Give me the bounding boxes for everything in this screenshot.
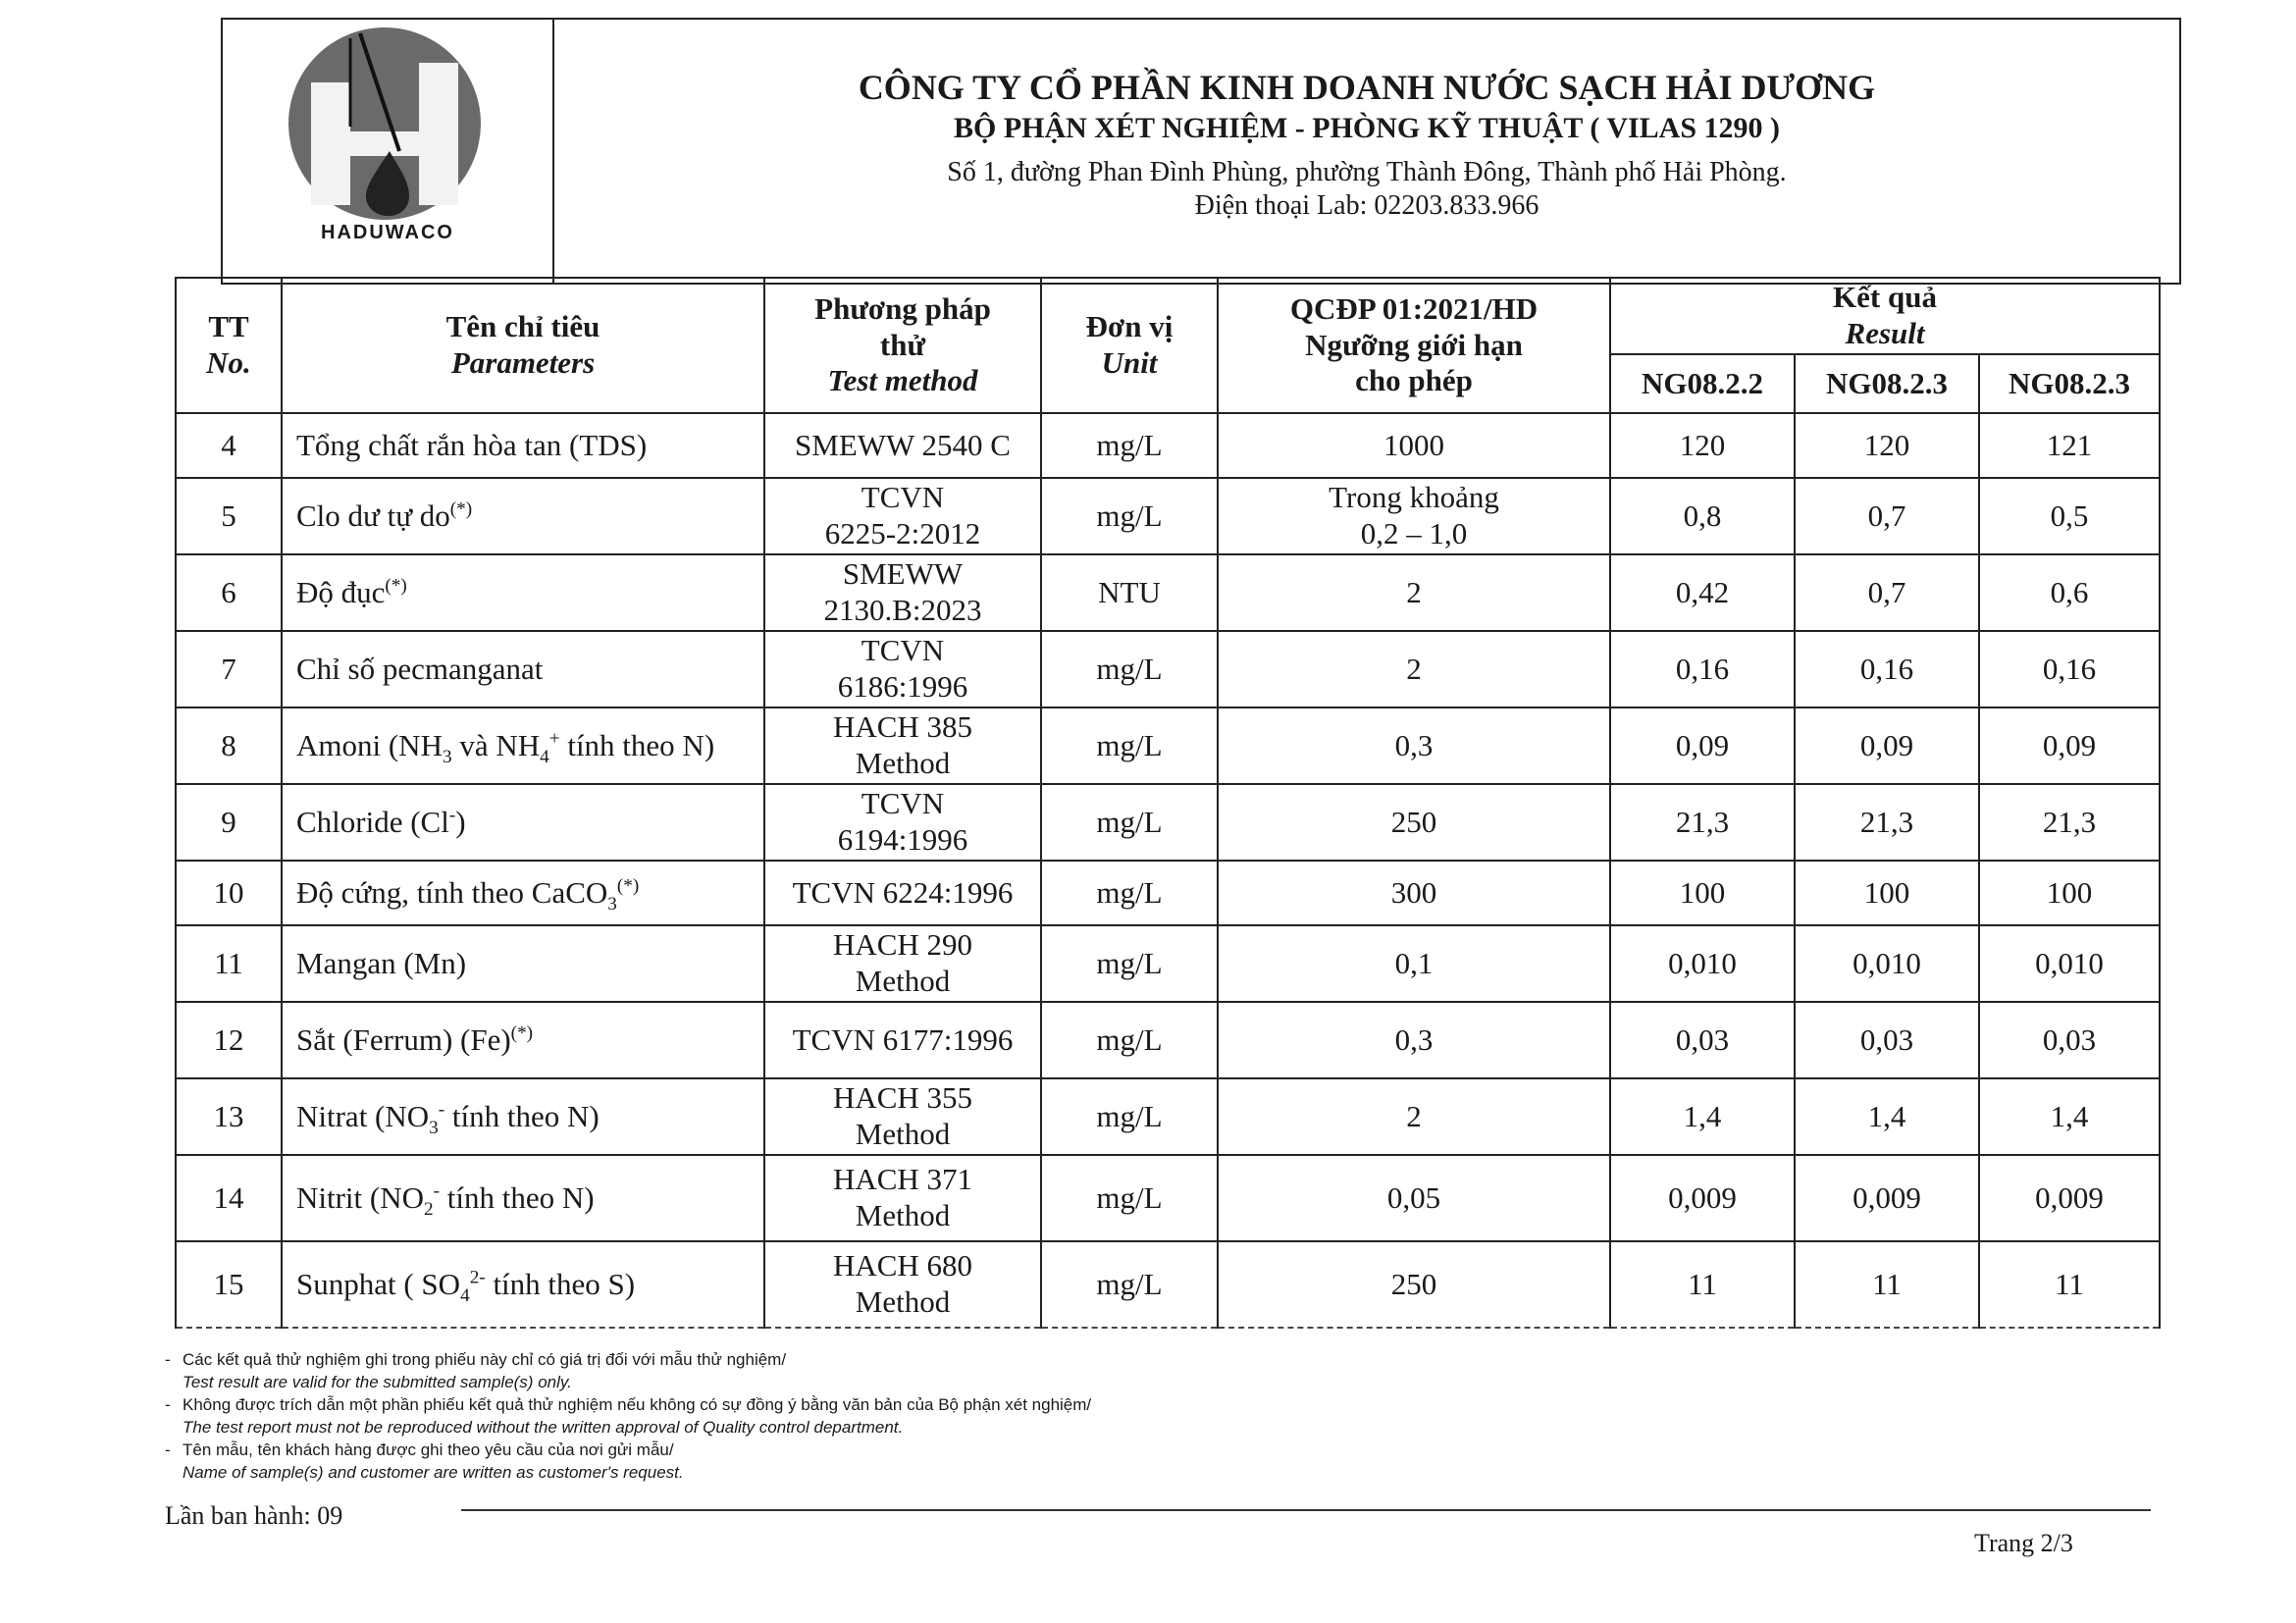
row-method <box>764 861 1041 925</box>
col-header-method-vi-1: Phương pháp <box>814 291 991 327</box>
col-header-parameter <box>282 278 764 413</box>
row-method-line: HACH 680 <box>832 1248 973 1283</box>
row-limit <box>1218 478 1610 554</box>
row-method-line: SMEWW 2540 C <box>795 427 1011 462</box>
row-result-1: 11 <box>1610 1241 1795 1328</box>
row-limit: 2 <box>1218 554 1610 631</box>
row-result-3: 21,3 <box>1979 784 2160 861</box>
row-result-3: 0,6 <box>1979 554 2160 631</box>
row-limit-line: 0,2 – 1,0 <box>1360 516 1468 550</box>
row-method-line: TCVN <box>861 633 945 668</box>
footnote-vi: Không được trích dẫn một phần phiếu kết quả thử nghiệm nếu không có sự đồng ý bằng văn bản của Bộ phận xét nghiệm/ <box>183 1395 1092 1414</box>
row-parameter-superscript: 2- <box>469 1267 486 1288</box>
footnote-dash: - <box>165 1395 171 1414</box>
table-row <box>176 1155 2160 1241</box>
row-method <box>764 784 1041 861</box>
row-method <box>764 478 1041 554</box>
row-no: 11 <box>176 925 282 1002</box>
row-result-2: 0,16 <box>1795 631 1979 707</box>
footnote-dash: - <box>165 1440 171 1459</box>
row-method <box>764 554 1041 631</box>
row-method-line: SMEWW <box>842 556 964 592</box>
page-number: Trang 2/3 <box>1974 1529 2073 1557</box>
row-result-3: 11 <box>1979 1241 2160 1328</box>
edition-number: Lần ban hành: 09 <box>165 1501 343 1530</box>
department-name: BỘ PHẬN XÉT NGHIỆM - PHÒNG KỸ THUẬT ( VILAS 1290 ) <box>953 112 1781 144</box>
row-unit: mg/L <box>1041 631 1218 707</box>
row-method-line: 6225-2:2012 <box>824 516 981 550</box>
row-result-1: 1,4 <box>1610 1078 1795 1155</box>
row-limit: 0,05 <box>1218 1155 1610 1241</box>
header-row <box>176 278 2160 354</box>
row-no: 10 <box>176 861 282 925</box>
row-result-3: 0,16 <box>1979 631 2160 707</box>
row-unit: mg/L <box>1041 413 1218 478</box>
row-limit-line: Trong khoảng <box>1329 480 1499 515</box>
row-result-3: 100 <box>1979 861 2160 925</box>
row-parameter-superscript: - <box>438 1099 445 1121</box>
row-unit: mg/L <box>1041 1155 1218 1241</box>
row-method-line: TCVN 6177:1996 <box>792 1021 1014 1057</box>
row-unit: mg/L <box>1041 1078 1218 1155</box>
row-parameter-text: Nitrit (NO <box>296 1179 425 1215</box>
row-unit: mg/L <box>1041 1241 1218 1328</box>
col-header-sample-2: NG08.2.3 <box>1795 354 1979 413</box>
row-limit: 1000 <box>1218 413 1610 478</box>
row-unit: mg/L <box>1041 925 1218 1002</box>
footnote-item <box>165 1393 1833 1416</box>
col-header-limit <box>1218 278 1610 413</box>
row-parameter-text: tính theo N) <box>444 1098 600 1133</box>
row-result-2: 1,4 <box>1795 1078 1979 1155</box>
row-limit: 2 <box>1218 631 1610 707</box>
row-parameter <box>282 861 764 925</box>
company-info <box>554 20 2179 222</box>
row-method <box>764 1241 1041 1328</box>
row-parameter-text: Độ cứng, tính theo CaCO <box>296 874 608 910</box>
row-parameter <box>282 1241 764 1328</box>
row-method <box>764 1002 1041 1078</box>
row-unit: mg/L <box>1041 1002 1218 1078</box>
col-header-result-vi: Kết quả <box>1833 280 1937 315</box>
row-result-2: 0,009 <box>1795 1155 1979 1241</box>
row-parameter-note: (*) <box>510 1022 534 1044</box>
footnotes <box>165 1348 1833 1484</box>
row-parameter-text: tính theo S) <box>485 1266 636 1301</box>
footnote-en: Name of sample(s) and customer are written as customer's request. <box>183 1463 684 1482</box>
row-result-2: 11 <box>1795 1241 1979 1328</box>
row-result-3: 0,03 <box>1979 1002 2160 1078</box>
row-result-3: 121 <box>1979 413 2160 478</box>
row-parameter-text: Sunphat ( SO <box>296 1266 461 1301</box>
row-parameter-note: (*) <box>385 575 407 597</box>
row-parameter: Mangan (Mn) <box>282 925 764 1002</box>
footnote-item <box>165 1348 1833 1371</box>
row-method-line: HACH 385 <box>832 709 973 745</box>
company-address: Số 1, đường Phan Đình Phùng, phường Thành Đông, Thành phố Hải Phòng. <box>947 157 1787 187</box>
col-header-limit-3: cho phép <box>1355 363 1473 398</box>
row-result-2: 0,03 <box>1795 1002 1979 1078</box>
company-logo-icon <box>252 24 517 225</box>
row-method-line: Method <box>855 1117 951 1151</box>
footnote-dash: - <box>165 1350 171 1369</box>
row-method-line: Method <box>855 964 951 998</box>
row-parameter: Chỉ số pecmanganat <box>282 631 764 707</box>
row-no: 4 <box>176 413 282 478</box>
row-method-line: HACH 371 <box>832 1162 973 1197</box>
row-unit: mg/L <box>1041 784 1218 861</box>
footnote-vi: Tên mẫu, tên khách hàng được ghi theo yêu cầu của nơi gửi mẫu/ <box>183 1440 674 1459</box>
row-result-2: 120 <box>1795 413 1979 478</box>
col-header-no-en: No. <box>206 345 251 380</box>
table-row <box>176 413 2160 478</box>
row-unit: mg/L <box>1041 478 1218 554</box>
row-limit: 300 <box>1218 861 1610 925</box>
row-no: 13 <box>176 1078 282 1155</box>
row-method <box>764 1155 1041 1241</box>
row-result-1: 0,009 <box>1610 1155 1795 1241</box>
row-result-1: 0,010 <box>1610 925 1795 1002</box>
col-header-method-en: Test method <box>827 363 978 398</box>
row-parameter <box>282 478 764 554</box>
row-no: 12 <box>176 1002 282 1078</box>
row-result-1: 0,03 <box>1610 1002 1795 1078</box>
col-header-result <box>1610 278 2160 354</box>
row-result-1: 0,42 <box>1610 554 1795 631</box>
row-limit: 250 <box>1218 784 1610 861</box>
row-no: 6 <box>176 554 282 631</box>
row-method-line: 2130.B:2023 <box>823 593 982 627</box>
logo-cell <box>223 20 554 283</box>
logo-text: HADUWACO <box>321 222 454 243</box>
row-result-2: 100 <box>1795 861 1979 925</box>
row-method <box>764 631 1041 707</box>
row-method <box>764 707 1041 784</box>
table-row <box>176 631 2160 707</box>
table-row <box>176 707 2160 784</box>
col-header-unit-en: Unit <box>1101 345 1158 380</box>
row-parameter-superscript: - <box>448 805 456 826</box>
row-limit: 2 <box>1218 1078 1610 1155</box>
row-method-line: Method <box>855 1284 951 1319</box>
row-parameter-text: ) <box>455 804 466 839</box>
row-result-1: 0,8 <box>1610 478 1795 554</box>
col-header-method-vi-2: thử <box>879 327 926 362</box>
row-result-1: 120 <box>1610 413 1795 478</box>
row-unit: mg/L <box>1041 707 1218 784</box>
row-parameter <box>282 1155 764 1241</box>
col-header-result-en: Result <box>1845 316 1925 350</box>
row-parameter-note: (*) <box>449 498 473 520</box>
row-result-2: 0,010 <box>1795 925 1979 1002</box>
footnote-vi: Các kết quả thử nghiệm ghi trong phiếu này chỉ có giá trị đối với mẫu thử nghiệm/ <box>183 1350 787 1369</box>
row-unit: mg/L <box>1041 861 1218 925</box>
row-parameter-text: và NH <box>451 727 541 762</box>
col-header-no <box>176 278 282 413</box>
row-parameter-subscript: 3 <box>429 1117 439 1138</box>
row-parameter-superscript: + <box>548 728 560 750</box>
row-no: 7 <box>176 631 282 707</box>
table-row <box>176 1078 2160 1155</box>
col-header-unit-vi: Đơn vị <box>1085 309 1174 344</box>
row-parameter <box>282 784 764 861</box>
row-result-2: 0,7 <box>1795 478 1979 554</box>
row-parameter <box>282 707 764 784</box>
row-result-1: 0,09 <box>1610 707 1795 784</box>
col-header-unit <box>1041 278 1218 413</box>
results-table <box>175 277 2161 1329</box>
col-header-method <box>764 278 1041 413</box>
table-row <box>176 1241 2160 1328</box>
table-row <box>176 554 2160 631</box>
row-method <box>764 1078 1041 1155</box>
row-parameter-text: tính theo N) <box>559 727 715 762</box>
table-row <box>176 478 2160 554</box>
col-header-sample-3: NG08.2.3 <box>1979 354 2160 413</box>
col-header-no-vi: TT <box>208 309 249 344</box>
row-no: 8 <box>176 707 282 784</box>
row-method-line: 6194:1996 <box>837 822 968 857</box>
footnote-en: The test report must not be reproduced without the written approval of Quality control department. <box>183 1418 904 1437</box>
row-method-line: Method <box>855 746 951 780</box>
row-parameter-text: tính theo N) <box>440 1179 595 1215</box>
row-parameter-text: Clo dư tự do <box>296 497 450 533</box>
row-method-line: Method <box>855 1198 951 1232</box>
footnote-item <box>165 1439 1833 1461</box>
row-result-3: 0,5 <box>1979 478 2160 554</box>
row-limit: 0,3 <box>1218 707 1610 784</box>
row-result-1: 100 <box>1610 861 1795 925</box>
row-parameter-superscript: - <box>433 1180 441 1202</box>
table-row <box>176 784 2160 861</box>
row-limit: 250 <box>1218 1241 1610 1328</box>
row-parameter-text: Amoni (NH <box>296 727 443 762</box>
table-row <box>176 861 2160 925</box>
row-result-3: 0,010 <box>1979 925 2160 1002</box>
table-row <box>176 1002 2160 1078</box>
row-method-line: TCVN 6224:1996 <box>792 874 1014 910</box>
col-header-limit-2: Ngưỡng giới hạn <box>1305 327 1523 362</box>
row-parameter-subscript: 3 <box>442 747 452 768</box>
row-result-2: 21,3 <box>1795 784 1979 861</box>
row-parameter-subscript: 2 <box>424 1198 434 1220</box>
row-result-1: 0,16 <box>1610 631 1795 707</box>
row-result-2: 0,09 <box>1795 707 1979 784</box>
row-method-line: HACH 355 <box>832 1080 973 1116</box>
row-parameter: Tổng chất rắn hòa tan (TDS) <box>282 413 764 478</box>
col-header-parameter-vi: Tên chỉ tiêu <box>445 309 600 344</box>
letterhead <box>221 18 2181 285</box>
row-parameter-text: Độ đục <box>296 574 386 609</box>
footnote-en: Test result are valid for the submitted sample(s) only. <box>183 1373 572 1391</box>
row-method-line: HACH 290 <box>832 927 973 963</box>
row-parameter-subscript: 4 <box>460 1284 470 1306</box>
row-no: 14 <box>176 1155 282 1241</box>
row-method-line: TCVN <box>861 786 945 821</box>
table-row <box>176 925 2160 1002</box>
col-header-limit-1: QCĐP 01:2021/HD <box>1289 291 1539 327</box>
row-parameter-text: Chloride (Cl <box>296 804 449 839</box>
row-result-3: 0,009 <box>1979 1155 2160 1241</box>
row-method-line: TCVN <box>861 480 945 515</box>
row-result-2: 0,7 <box>1795 554 1979 631</box>
company-name: CÔNG TY CỔ PHẦN KINH DOANH NƯỚC SẠCH HẢI DƯƠNG <box>858 68 1876 107</box>
lab-phone: Điện thoại Lab: 02203.833.966 <box>1194 190 1539 221</box>
row-parameter-subscript: 3 <box>607 893 617 915</box>
col-header-parameter-en: Parameters <box>450 345 596 380</box>
row-method <box>764 925 1041 1002</box>
row-result-1: 21,3 <box>1610 784 1795 861</box>
row-result-3: 1,4 <box>1979 1078 2160 1155</box>
col-header-sample-1: NG08.2.2 <box>1610 354 1795 413</box>
row-no: 15 <box>176 1241 282 1328</box>
row-parameter-subscript: 4 <box>540 747 549 768</box>
row-method-line: 6186:1996 <box>837 669 968 704</box>
row-no: 9 <box>176 784 282 861</box>
row-parameter <box>282 1002 764 1078</box>
row-no: 5 <box>176 478 282 554</box>
footer-divider <box>461 1509 2151 1511</box>
row-method <box>764 413 1041 478</box>
row-parameter <box>282 554 764 631</box>
row-limit: 0,1 <box>1218 925 1610 1002</box>
row-parameter-note: (*) <box>616 875 640 897</box>
row-unit: NTU <box>1041 554 1218 631</box>
row-parameter <box>282 1078 764 1155</box>
row-parameter-text: Nitrat (NO <box>296 1098 430 1133</box>
row-result-3: 0,09 <box>1979 707 2160 784</box>
row-parameter-text: Sắt (Ferrum) (Fe) <box>296 1021 511 1057</box>
row-limit: 0,3 <box>1218 1002 1610 1078</box>
